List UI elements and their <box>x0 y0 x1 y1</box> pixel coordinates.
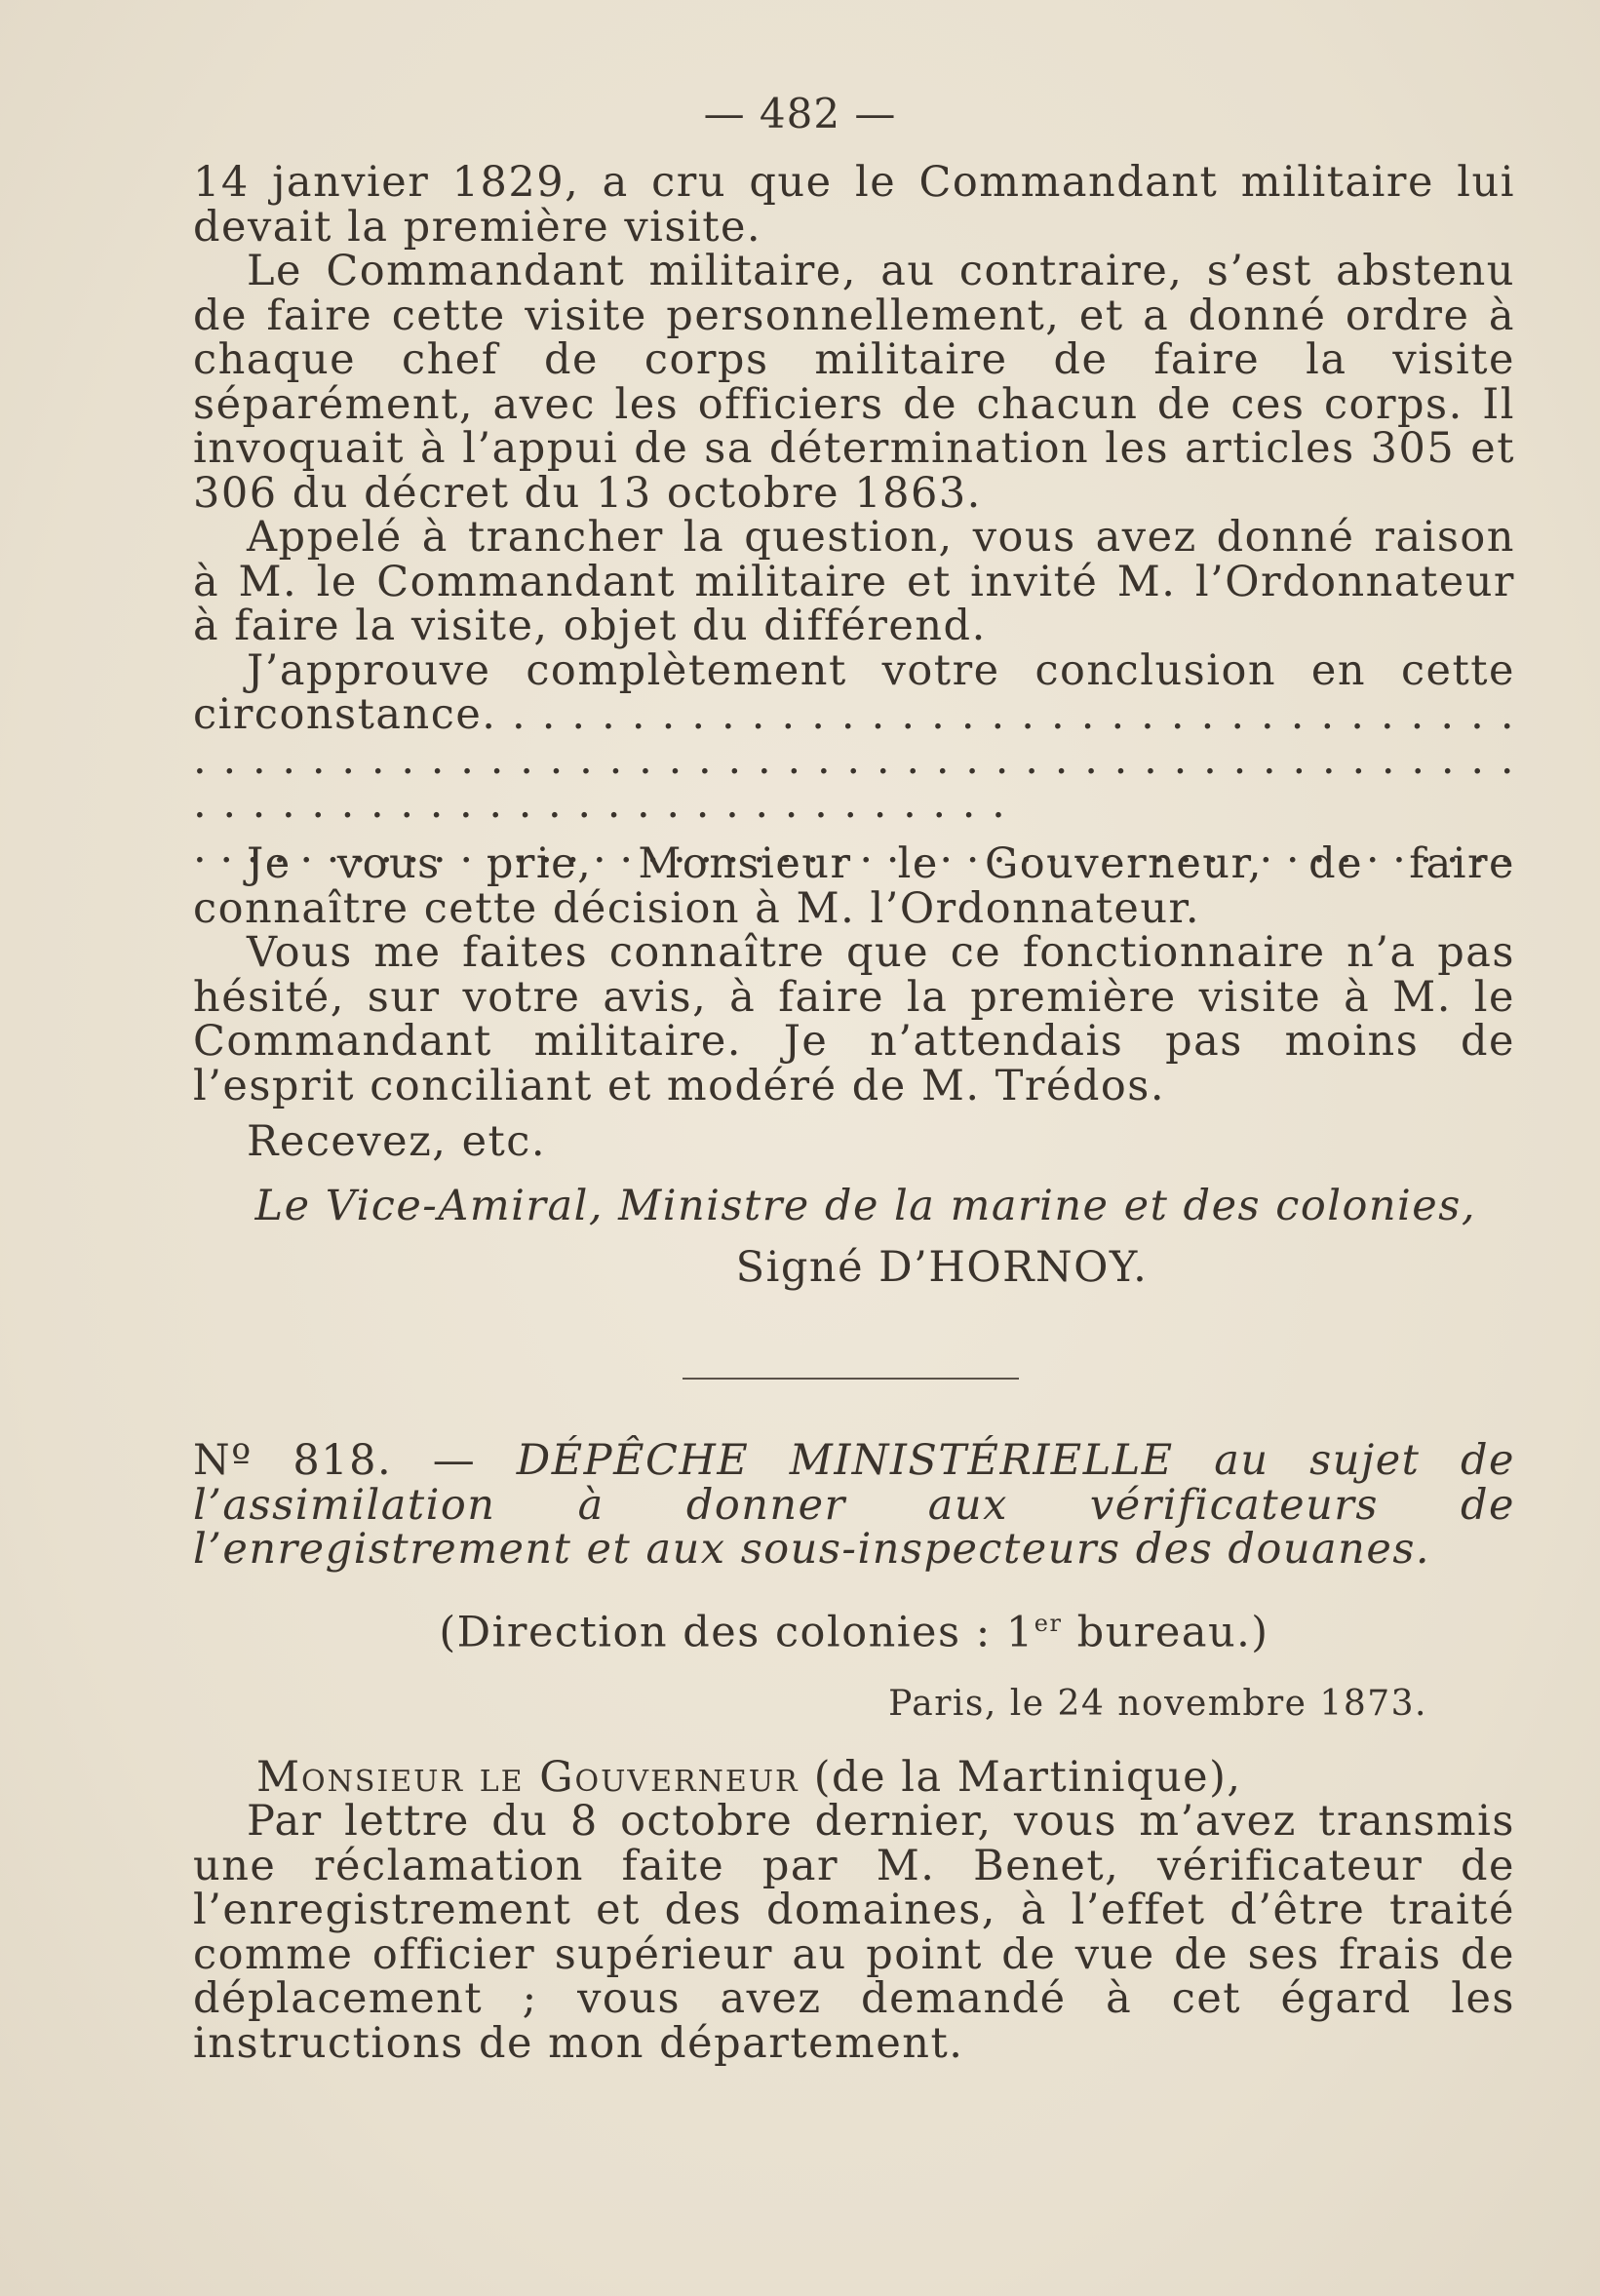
salutation-place: (de la Martinique), <box>799 1752 1242 1802</box>
paragraph-fonctionnaire: Vous me faites connaître que ce fonctionnaire n’a pas hésité, sur votre avis, à faire la première visite à M. le Commandant militaire. Je n’attendais pas moins de l’esprit conciliant et modéré de M. Trédos. <box>193 928 1515 1110</box>
dispatch-heading <box>193 1436 1515 1574</box>
direction-line <box>193 1602 1515 1655</box>
paragraph-appele: Appelé à trancher la question, vous avez donné raison à M. le Commandant militaire et invité M. l’Ordonnateur à faire la visite, objet du différend. <box>193 513 1515 650</box>
closing-formula: Recevez, etc. <box>247 1117 547 1166</box>
letter-body-bottom <box>193 839 1515 1292</box>
dispatch-number: Nº 818. — <box>193 1436 477 1485</box>
paragraph-priere: Je vous prie, Monsieur le Gouverneur, de faire connaître cette décision à M. l’Ordonnateur. <box>193 839 1515 933</box>
direction-end: bureau.) <box>1062 1607 1269 1656</box>
page-number: — 482 — <box>703 90 897 137</box>
direction-superscript: er <box>1034 1609 1063 1637</box>
new-dispatch <box>193 1436 1515 2068</box>
signature-title: Le Vice-Amiral, Ministre de la marine et des colonies, <box>254 1181 1476 1230</box>
section-divider <box>683 1378 1019 1380</box>
dispatch-body: Par lettre du 8 octobre dernier, vous m’avez transmis une réclamation faite par M. Benet, vérificateur de l’enregistrement et des domaines, à l’effet d’être traité comme officier supérieur au point de vue de ses frais de déplacement ; vous avez demandé à cet égard les instructions de mon département. <box>193 1797 1515 2068</box>
paragraph-continuation: 14 janvier 1829, a cru que le Commandant militaire lui devait la première visite. <box>193 158 1515 252</box>
salutation <box>193 1752 1515 1802</box>
paragraph-commandant: Le Commandant militaire, au contraire, s’est abstenu de faire cette visite personnellement, et a donné ordre à chaque chef de corps militaire de faire la visite séparément, avec les officiers de chacun de ces corps. Il invoquait à l’appui de sa détermination les articles 305 et 306 du décret du 13 octobre 1863. <box>193 247 1515 518</box>
approval-text: J’approuve complètement votre conclusion en cette circonstance <box>193 645 1515 739</box>
dispatch-title: DÉPÊCHE MINISTÉRIELLE au sujet de l’assimilation à donner aux vérificateurs de l’enregistrement et aux sous-inspecteurs des douanes. <box>193 1436 1515 1574</box>
letter-body-top <box>193 158 1515 871</box>
signature-name: Signé D’HORNOY. <box>735 1243 1149 1292</box>
dispatch-date: Paris, le 24 novembre 1873. <box>888 1684 1427 1725</box>
direction-text: (Direction des colonies : 1 <box>439 1607 1034 1656</box>
paragraph-approuve: J’approuve complètement votre conclusion en cette circonstance. . . . . . . . . . . . . . . . . . . . . . . . . . . . . . . . . . . . . . . . . . . . . . . . . . . . . . . . . . . . . . . . . . . . . . . . . . . . . . . . . . . . . . . . . . . . . . . . . . . . . . . . . . . . <box>193 645 1515 828</box>
salutation-title: Monsieur le Gouverneur <box>256 1752 800 1802</box>
